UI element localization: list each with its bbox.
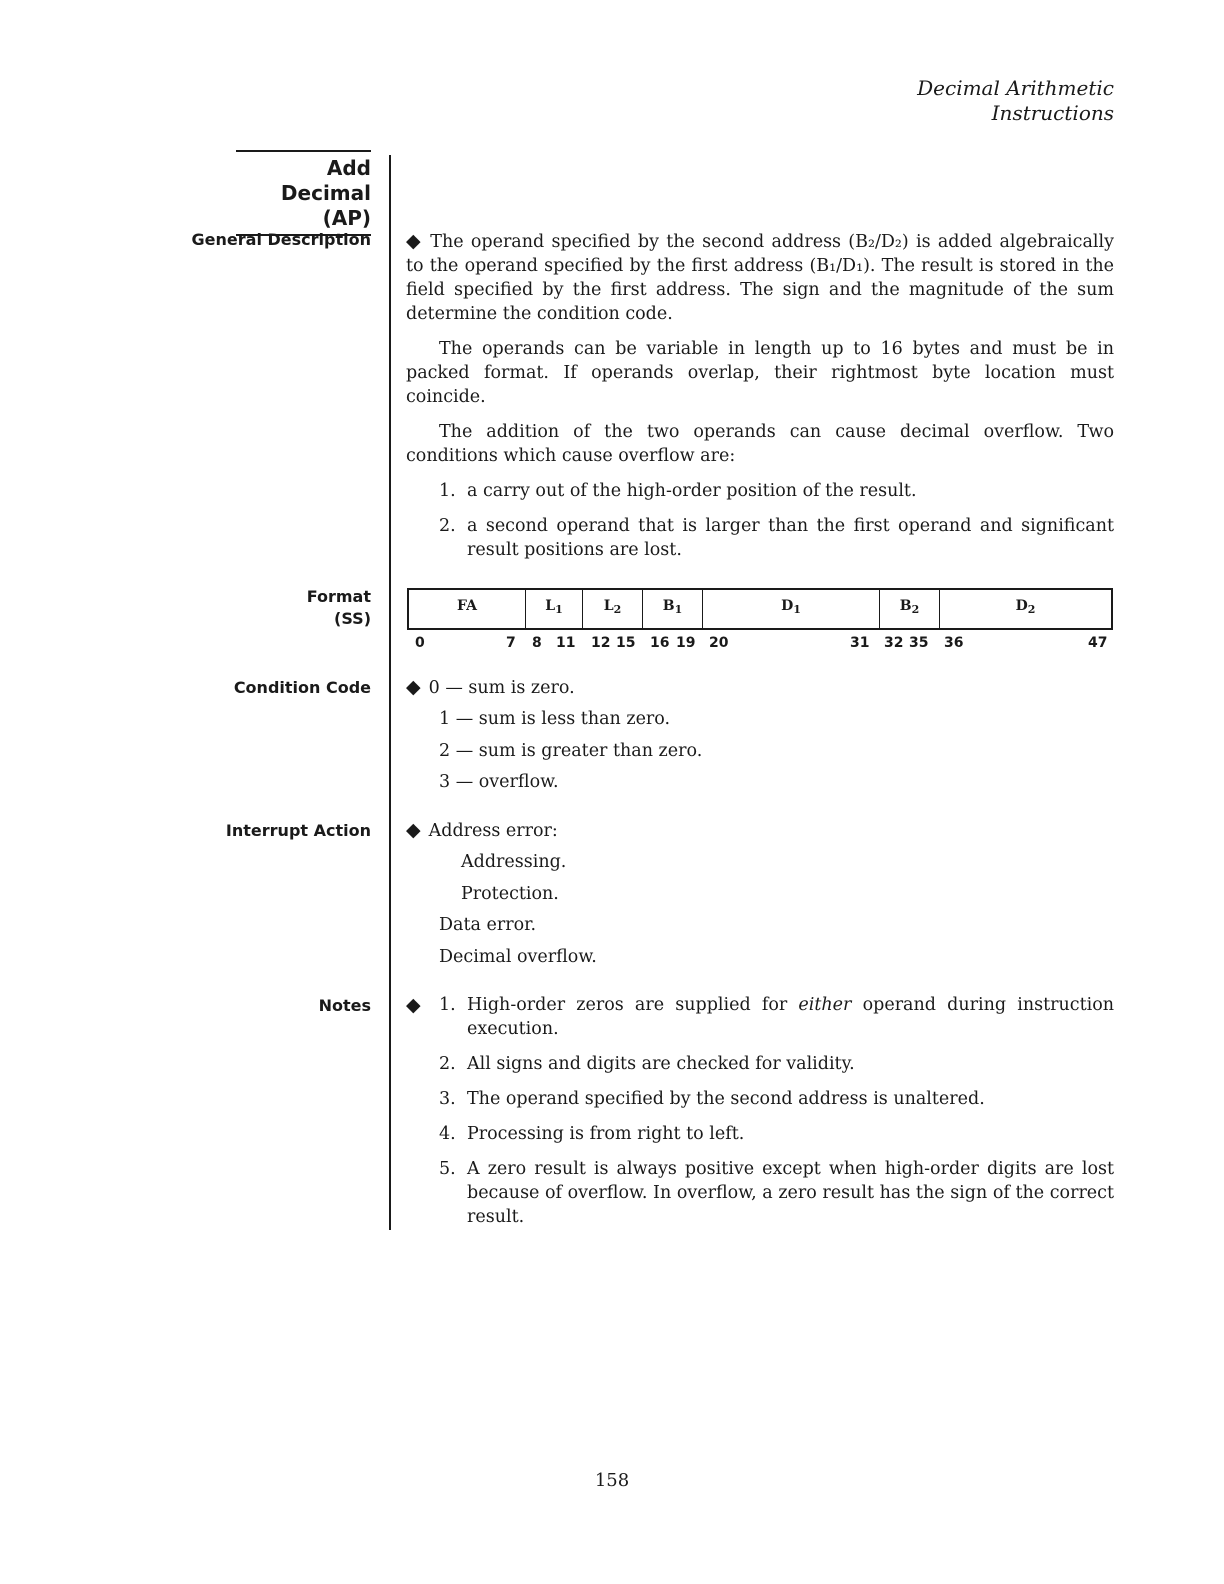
diamond-bullet-icon: ◆ xyxy=(406,676,421,698)
bit-position: 12 xyxy=(591,635,611,651)
list-item xyxy=(406,1122,1114,1146)
list-item xyxy=(406,514,1114,562)
bit-position: 47 xyxy=(1088,635,1108,651)
field-subscript: 1 xyxy=(555,603,563,616)
bit-position: 32 xyxy=(884,635,904,651)
bit-position: 8 xyxy=(532,635,542,651)
overflow-conditions-list xyxy=(406,479,1114,562)
field-subscript: 1 xyxy=(793,603,801,616)
page-number: 158 xyxy=(594,1470,630,1491)
label-notes: Notes xyxy=(318,996,371,1015)
field-label: L xyxy=(545,598,556,614)
field-label: D xyxy=(1015,598,1028,614)
bit-position: 20 xyxy=(709,635,729,651)
field-subscript: 1 xyxy=(674,603,683,616)
interrupt-data-error: Data error. xyxy=(439,915,537,935)
running-head-line2: Instructions xyxy=(991,101,1114,125)
field-d1 xyxy=(703,590,880,628)
list-item-text: a carry out of the high-order position of the result. xyxy=(467,481,917,501)
bit-position: 31 xyxy=(850,635,870,651)
diamond-bullet-icon: ◆ xyxy=(406,819,421,841)
field-b2 xyxy=(880,590,940,628)
bit-position: 35 xyxy=(909,635,929,651)
field-l2 xyxy=(583,590,643,628)
note-text: All signs and digits are checked for validity. xyxy=(467,1054,855,1074)
general-description-p1-text: The operand specified by the second address (B₂/D₂) is added algebraically to the operand specified by the first address (B₁/D₁). The result is stored in the field specified by the first address. The sign and the magnitude of the sum determine the condition code. xyxy=(406,232,1114,324)
field-l1 xyxy=(526,590,583,628)
general-description xyxy=(406,229,1114,573)
label-general-description: General Description xyxy=(191,230,371,249)
field-subscript: 2 xyxy=(1027,603,1036,616)
list-item xyxy=(406,993,1114,1041)
bit-position: 11 xyxy=(556,635,576,651)
bit-position: 0 xyxy=(415,635,425,651)
note-text: High-order zeros are supplied for xyxy=(467,995,799,1015)
list-item-number: 4. xyxy=(439,1124,456,1144)
general-description-p1 xyxy=(406,229,1114,326)
notes-list xyxy=(406,993,1114,1229)
general-description-p3: The addition of the two operands can cause decimal overflow. Two conditions which cause overflow are: xyxy=(406,422,1114,466)
interrupt-address-error xyxy=(406,818,558,843)
condition-code-0 xyxy=(406,675,575,700)
interrupt-decimal-overflow: Decimal overflow. xyxy=(439,947,597,967)
section-title-line1: Add Decimal xyxy=(280,156,371,205)
label-condition-code: Condition Code xyxy=(233,678,371,697)
condition-code-2: 2 — sum is greater than zero. xyxy=(439,741,703,761)
list-item-number: 2. xyxy=(439,516,456,536)
list-item-number: 1. xyxy=(439,481,456,501)
field-subscript: 2 xyxy=(613,603,622,616)
list-item-text: a second operand that is larger than the first operand and significant result positions are lost. xyxy=(467,516,1114,560)
field-label: B xyxy=(662,598,675,614)
diamond-bullet-icon: ◆ xyxy=(406,230,423,252)
ss-format-diagram xyxy=(407,588,1113,630)
general-description-p2: The operands can be variable in length up to 16 bytes and must be in packed format. If operands overlap, their rightmost byte location must coincide. xyxy=(406,339,1114,407)
interrupt-address-error-text: Address error: xyxy=(428,821,558,841)
condition-code-text: 0 — sum is zero. xyxy=(428,678,575,698)
field-label: B xyxy=(899,598,912,614)
margin-rule xyxy=(389,155,391,1230)
field-b1 xyxy=(643,590,703,628)
list-item-number: 3. xyxy=(439,1089,456,1109)
list-item-number: 1. xyxy=(439,995,456,1015)
condition-code-3: 3 — overflow. xyxy=(439,772,559,792)
list-item xyxy=(406,1052,1114,1076)
bit-position: 15 xyxy=(616,635,636,651)
bit-position: 7 xyxy=(506,635,516,651)
bit-position: 19 xyxy=(676,635,696,651)
running-head-line1: Decimal Arithmetic xyxy=(917,76,1114,100)
bit-position: 36 xyxy=(944,635,964,651)
field-label: D xyxy=(781,598,794,614)
field-fa xyxy=(409,590,526,628)
section-title xyxy=(236,150,371,236)
list-item xyxy=(406,479,1114,503)
note-text: A zero result is always positive except when high-order digits are lost because of overflow. In overflow, a zero result has the sign of the correct result. xyxy=(467,1159,1114,1227)
section-title-line2: (AP) xyxy=(322,206,371,230)
field-subscript: 2 xyxy=(911,603,920,616)
label-format-line2: (SS) xyxy=(334,609,371,628)
bit-position: 16 xyxy=(650,635,670,651)
running-head xyxy=(714,76,1114,126)
note-emphasis: either xyxy=(798,995,852,1015)
note-text: operand during instruction execution. xyxy=(467,995,1114,1039)
interrupt-addressing: Addressing. xyxy=(461,852,567,872)
field-d2 xyxy=(940,590,1111,628)
field-label: L xyxy=(603,598,614,614)
note-text: Processing is from right to left. xyxy=(467,1124,745,1144)
condition-code-1: 1 — sum is less than zero. xyxy=(439,709,671,729)
label-format xyxy=(171,586,371,630)
list-item-number: 5. xyxy=(439,1159,456,1179)
interrupt-protection: Protection. xyxy=(461,884,559,904)
label-interrupt-action: Interrupt Action xyxy=(225,821,371,840)
list-item-number: 2. xyxy=(439,1054,456,1074)
diamond-bullet-icon: ◆ xyxy=(406,994,421,1016)
notes xyxy=(406,993,1114,1240)
field-label: FA xyxy=(457,598,477,614)
list-item xyxy=(406,1157,1114,1229)
list-item xyxy=(406,1087,1114,1111)
note-text: The operand specified by the second address is unaltered. xyxy=(467,1089,985,1109)
label-format-line1: Format xyxy=(306,587,371,606)
